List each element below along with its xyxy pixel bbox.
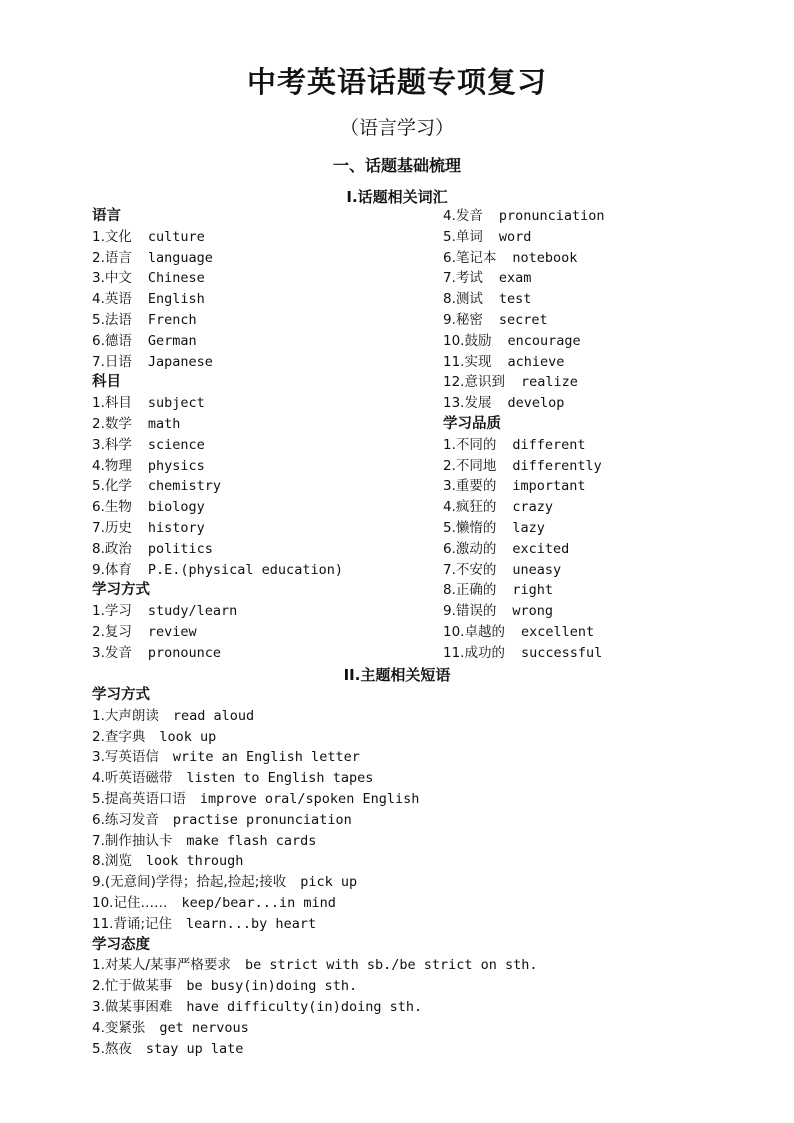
list-item [92,248,343,269]
list-item [443,372,605,393]
chinese-term: 6.练习发音 [92,811,159,828]
english-term: pronounce [147,644,222,661]
chinese-term: 1.大声朗读 [92,707,159,724]
list-item [92,851,538,872]
english-term: secret [498,311,548,328]
english-term: physics [147,457,205,474]
list-item [92,497,343,518]
english-term: encourage [507,332,581,349]
chinese-term: 2.不同地 [443,457,497,474]
english-term: study/learn [147,603,238,620]
chinese-term: 1.不同的 [443,436,497,453]
list-item [92,1018,538,1039]
list-item [92,414,343,435]
chinese-term: 2.复习 [92,623,132,640]
category-heading: 学习方式 [92,582,150,599]
list-item [443,560,605,581]
list-item [92,768,538,789]
part1-heading: I.话题相关词汇 [346,188,448,206]
vocab-left-column [92,206,343,664]
chinese-term: 13.发展 [443,395,492,412]
chinese-term: 2.查字典 [92,728,146,745]
list-item [92,539,343,560]
english-term: Chinese [147,270,205,287]
category-heading: 学习品质 [443,415,501,432]
english-term: realize [520,374,578,391]
list-item [92,456,343,477]
list-item [92,789,538,810]
category-heading: 语言 [92,208,121,224]
english-term: listen to English tapes [186,770,374,787]
list-item [92,976,538,997]
english-term: different [512,436,586,453]
english-term: look up [159,728,217,745]
list-item [92,393,343,414]
list-item [443,393,605,414]
english-term: biology [147,499,205,516]
english-term: develop [507,395,565,412]
list-item [92,476,343,497]
chinese-term: 7.日语 [92,353,132,370]
english-term: German [147,332,197,349]
english-term: be strict with sb./be strict on sth. [244,957,538,974]
chinese-term: 5.单词 [443,228,483,245]
list-item [443,539,605,560]
chinese-term: 6.激动的 [443,540,497,557]
chinese-term: 3.中文 [92,270,132,287]
chinese-term: 7.制作抽认卡 [92,832,173,849]
chinese-term: 8.正确的 [443,582,497,599]
chinese-term: 7.考试 [443,270,483,287]
chinese-term: 9.(无意间)学得；拾起,捡起;接收 [92,874,287,891]
chinese-term: 11.背诵;记住 [92,915,173,932]
list-item [92,955,538,976]
list-item [443,227,605,248]
chinese-term: 4.疯狂的 [443,499,497,516]
chinese-term: 6.生物 [92,499,132,516]
english-term: read aloud [172,707,255,724]
list-item [92,747,538,768]
list-item [92,352,343,373]
chinese-term: 10.记住…… [92,894,168,911]
english-term: test [498,291,532,308]
list-item [443,497,605,518]
english-term: have difficulty(in)doing sth. [186,998,423,1015]
chinese-term: 2.数学 [92,415,132,432]
list-item [443,601,605,622]
list-item [92,435,343,456]
chinese-term: 11.实现 [443,353,492,370]
list-item [443,580,605,601]
chinese-term: 12.意识到 [443,374,505,391]
english-term: practise pronunciation [172,811,352,828]
chinese-term: 4.英语 [92,291,132,308]
chinese-term: 1.学习 [92,603,132,620]
chinese-term: 5.法语 [92,311,132,328]
english-term: chemistry [147,478,222,495]
english-term: excellent [520,623,595,640]
chinese-term: 3.重要的 [443,478,497,495]
chinese-term: 4.听英语磁带 [92,770,173,787]
chinese-term: 9.体育 [92,561,132,578]
list-item [443,622,605,643]
list-item [92,893,538,914]
chinese-term: 8.政治 [92,540,132,557]
english-term: achieve [507,353,565,370]
chinese-term: 7.历史 [92,519,132,536]
chinese-term: 4.发音 [443,208,483,224]
english-term: exam [498,270,532,287]
english-term: pronunciation [498,208,605,224]
english-term: stay up late [145,1040,244,1057]
list-item [92,289,343,310]
chinese-term: 10.鼓励 [443,332,492,349]
list-item [92,643,343,664]
list-item [443,289,605,310]
page-subtitle: （语言学习） [339,117,454,139]
category-heading: 学习态度 [92,936,150,953]
page-title: 中考英语话题专项复习 [246,65,547,99]
english-term: crazy [512,499,554,516]
english-term: review [147,623,197,640]
chinese-term: 4.变紧张 [92,1019,146,1036]
english-term: get nervous [159,1019,249,1036]
category-heading: 科目 [92,374,121,391]
part2-heading: II.主题相关短语 [343,666,451,684]
list-item [92,310,343,331]
english-term: write an English letter [172,749,360,766]
phrases-column [92,685,538,1059]
chinese-term: 4.物理 [92,457,132,474]
english-term: uneasy [512,561,562,578]
chinese-term: 5.提高英语口语 [92,790,186,807]
english-term: excited [512,540,570,557]
english-term: keep/bear...in mind [181,894,336,911]
english-term: word [498,228,532,245]
list-item [443,331,605,352]
list-item [443,206,605,227]
list-item [443,268,605,289]
chinese-term: 1.文化 [92,228,132,245]
list-item [92,601,343,622]
english-term: differently [512,457,602,474]
chinese-term: 7.不安的 [443,561,497,578]
list-item [92,872,538,893]
english-term: be busy(in)doing sth. [186,978,358,995]
chinese-term: 8.测试 [443,291,483,308]
list-item [92,1039,538,1060]
chinese-term: 6.德语 [92,332,132,349]
chinese-term: 1.对某人/某事严格要求 [92,957,231,974]
english-term: science [147,436,205,453]
list-item [92,622,343,643]
list-item [92,518,343,539]
list-item [92,810,538,831]
chinese-term: 8.浏览 [92,853,132,870]
chinese-term: 5.熬夜 [92,1040,132,1057]
english-term: English [147,291,205,308]
english-term: right [512,582,554,599]
english-term: French [147,311,197,328]
chinese-term: 2.忙于做某事 [92,978,173,995]
list-item [443,518,605,539]
list-item [92,727,538,748]
chinese-term: 10.卓越的 [443,623,505,640]
chinese-term: 3.写英语信 [92,749,159,766]
list-item [92,331,343,352]
english-term: math [147,415,181,432]
chinese-term: 6.笔记本 [443,249,497,266]
list-item [92,560,343,581]
list-item [92,227,343,248]
list-item [443,643,605,664]
english-term: learn...by heart [186,915,317,932]
english-term: culture [147,228,205,245]
english-term: successful [520,644,603,661]
chinese-term: 5.化学 [92,478,132,495]
chinese-term: 11.成功的 [443,644,505,661]
english-term: lazy [512,519,545,536]
english-term: make flash cards [186,832,317,849]
section-title: 一、话题基础梳理 [332,156,461,175]
english-term: wrong [512,603,554,620]
chinese-term: 9.错误的 [443,603,497,620]
english-term: improve oral/spoken English [199,790,420,807]
list-item [443,248,605,269]
english-term: important [512,478,586,495]
english-term: pick up [300,874,358,891]
vocab-right-column [443,206,605,664]
list-item [443,456,605,477]
english-term: subject [147,395,205,412]
chinese-term: 9.秘密 [443,311,483,328]
english-term: language [147,249,213,266]
chinese-term: 2.语言 [92,249,132,266]
list-item [92,831,538,852]
english-term: P.E.(physical education) [147,561,343,578]
english-term: look through [145,853,244,870]
chinese-term: 3.发音 [92,644,132,661]
list-item [92,268,343,289]
list-item [92,914,538,935]
list-item [92,997,538,1018]
english-term: Japanese [147,353,213,370]
list-item [443,310,605,331]
english-term: history [147,519,205,536]
chinese-term: 3.科学 [92,436,132,453]
list-item [443,352,605,373]
english-term: politics [147,540,213,557]
list-item [443,476,605,497]
list-item [92,706,538,727]
list-item [443,435,605,456]
chinese-term: 1.科目 [92,395,132,412]
chinese-term: 3.做某事困难 [92,998,173,1015]
chinese-term: 5.懒惰的 [443,519,497,536]
category-heading: 学习方式 [92,687,150,703]
english-term: notebook [512,249,578,266]
